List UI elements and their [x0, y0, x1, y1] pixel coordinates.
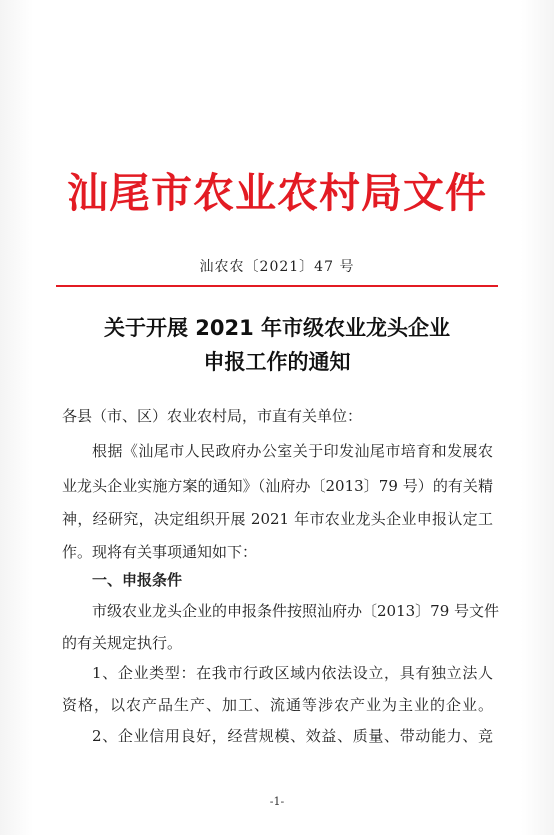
salutation: 各县（市、区）农业农村局，市直有关单位： — [62, 407, 363, 425]
agency-header-title: 汕尾市农业农村局文件 — [67, 169, 487, 217]
paragraph-2-line-1: 市级农业龙头企业的申报条件按照汕府办〔2013〕79 号文件 — [92, 602, 500, 620]
paragraph-2-line-2: 的有关规定执行。 — [62, 634, 183, 652]
notice-title-line-1: 关于开展 2021 年市级农业龙头企业 — [103, 316, 451, 340]
item-1-line-1: 1、企业类型：在我市行政区域内依法设立，具有独立法人 — [92, 664, 493, 682]
paragraph-1-line-3: 神，经研究，决定组织开展 2021 年市农业龙头企业申报认定工 — [62, 510, 493, 528]
section-1-heading: 一、申报条件 — [92, 571, 183, 589]
red-separator-rule — [56, 285, 498, 287]
page-number: -1- — [269, 795, 285, 808]
paragraph-1-line-1: 根据《汕尾市人民政府办公室关于印发汕尾市培育和发展农 — [92, 442, 493, 460]
notice-title-line-2: 申报工作的通知 — [203, 350, 351, 374]
paragraph-1-line-4: 作。现将有关事项通知如下： — [62, 543, 258, 561]
paragraph-1-line-2: 业龙头企业实施方案的通知》（汕府办〔2013〕79 号）的有关精 — [62, 477, 493, 495]
document-number: 汕农农〔2021〕47 号 — [199, 259, 355, 275]
item-1-line-2: 资格，以农产品生产、加工、流通等涉农产业为主业的企业。 — [62, 696, 493, 714]
item-2-line-1: 2、企业信用良好，经营规模、效益、质量、带动能力、竞 — [92, 727, 493, 745]
